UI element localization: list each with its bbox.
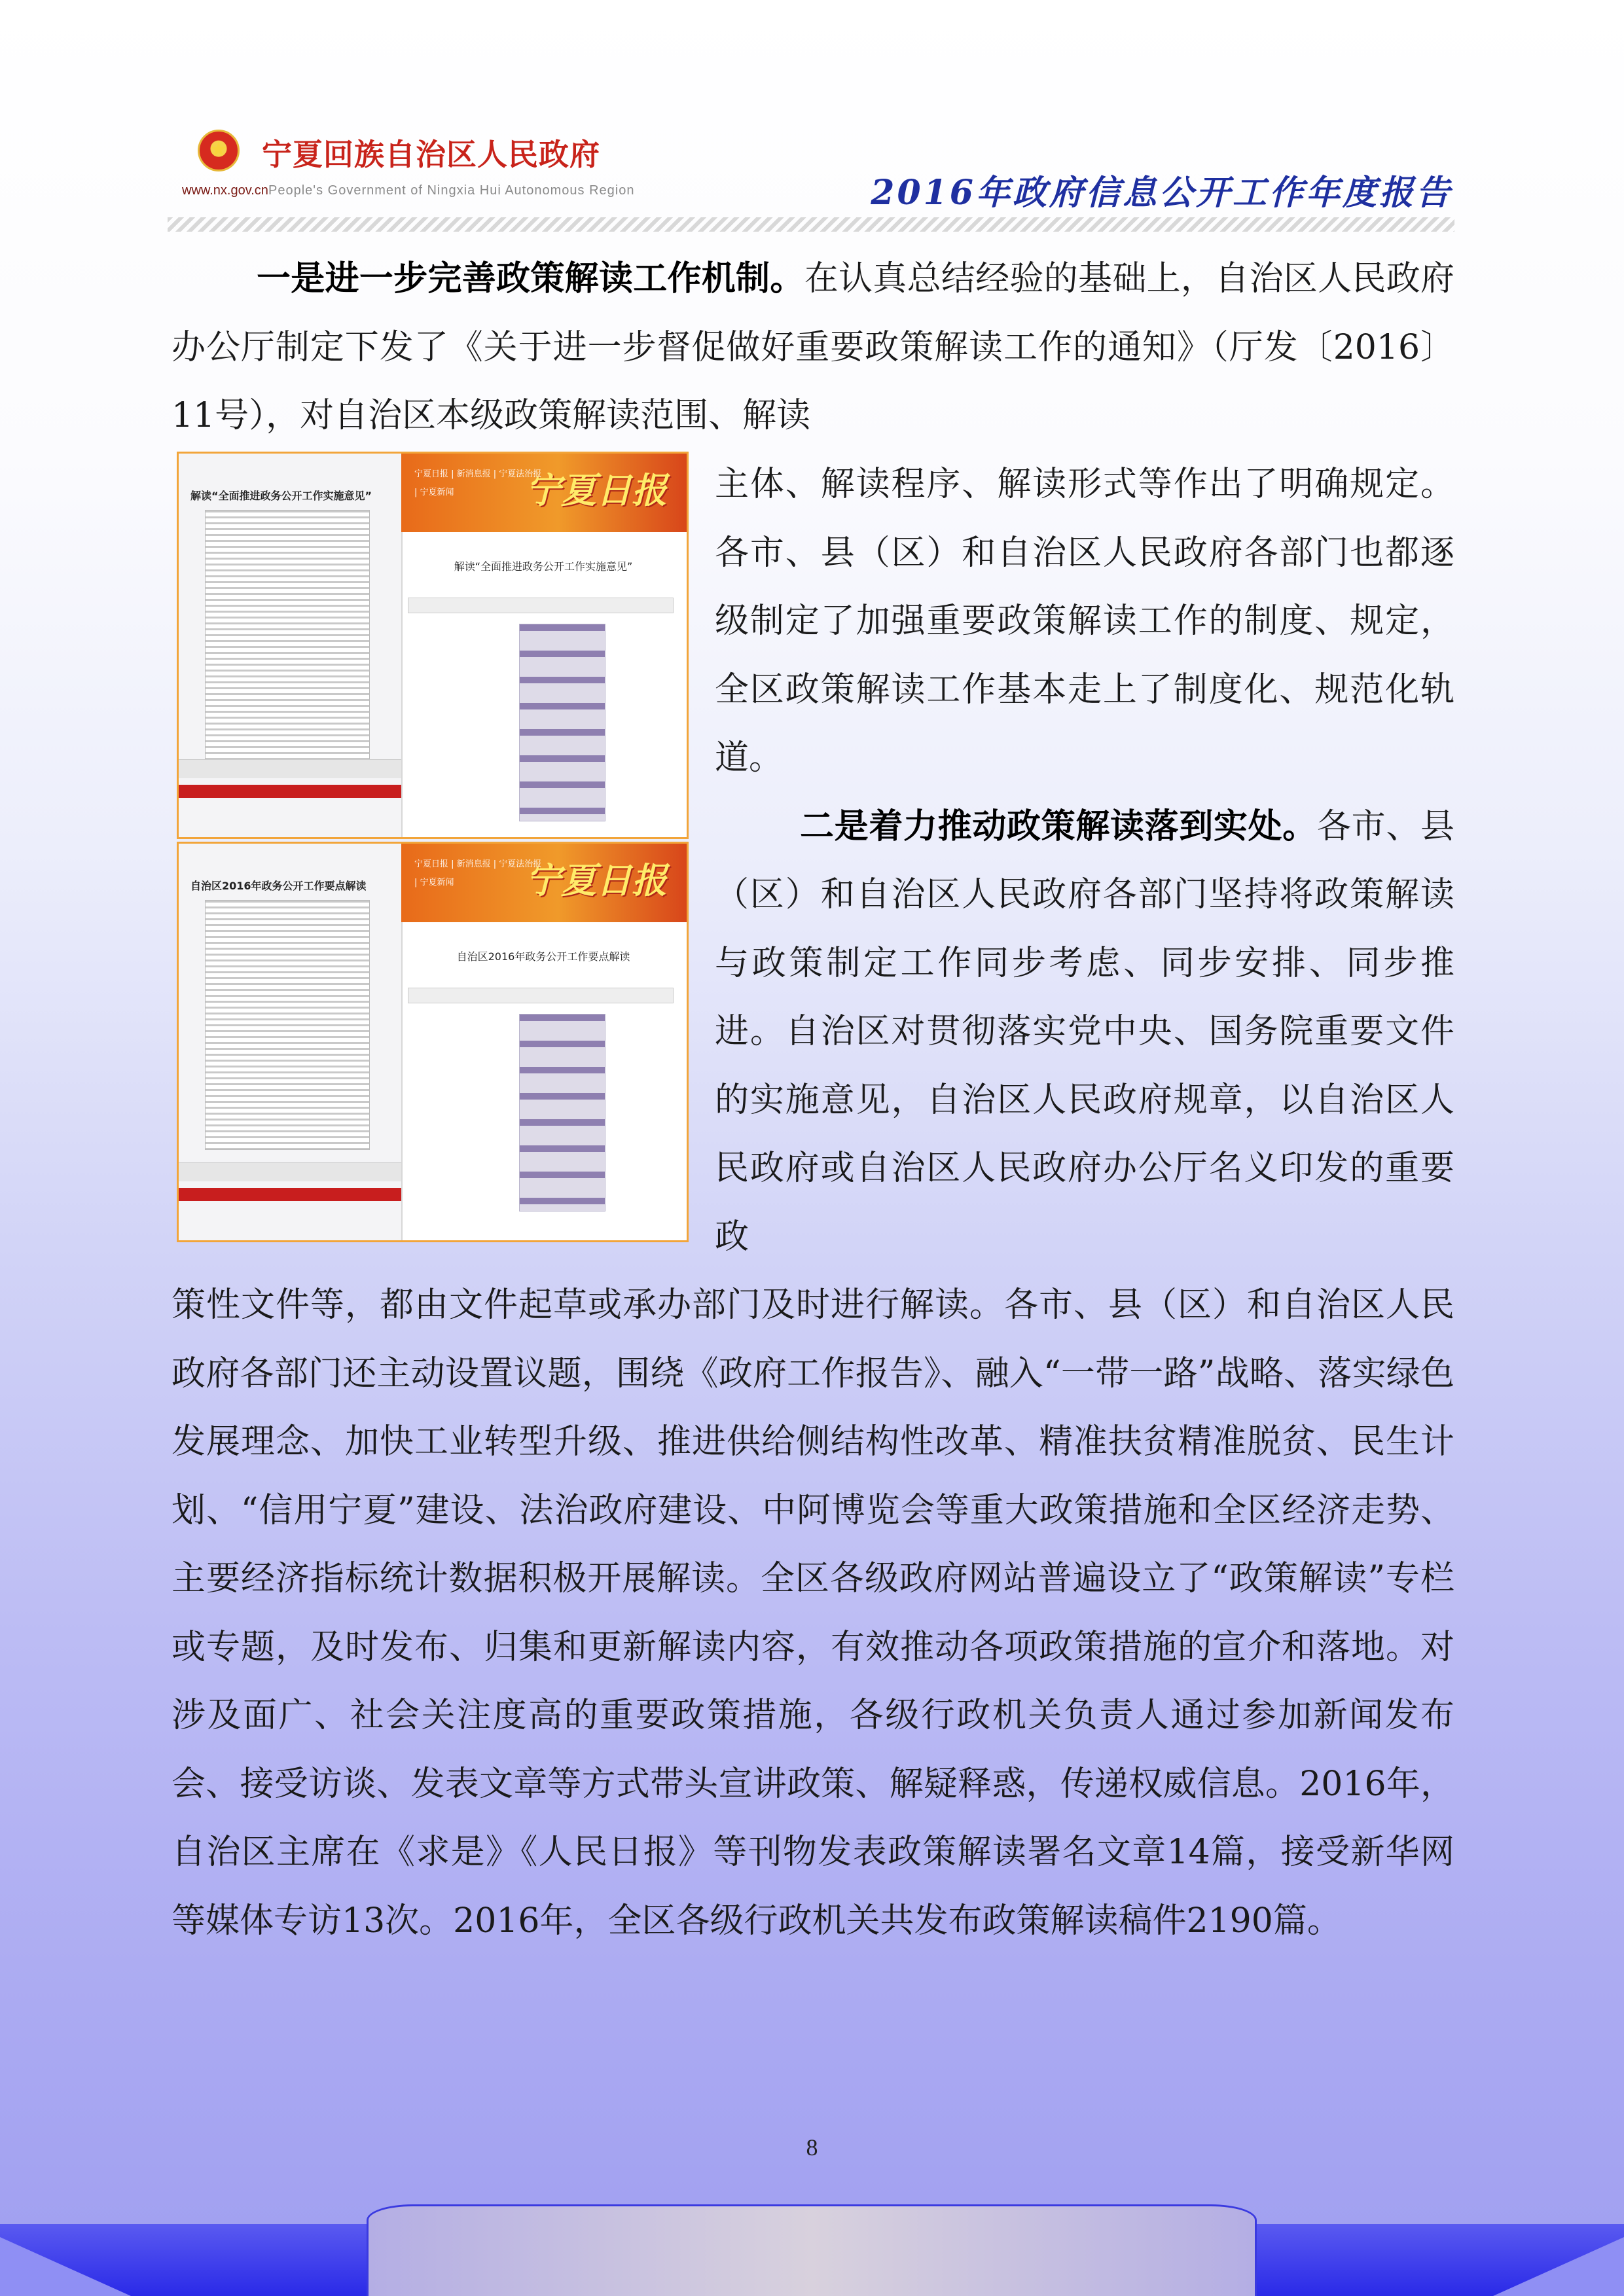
national-emblem-icon [198,130,240,171]
infographic-image [519,1014,605,1211]
site-nav: 宁夏日报 | 新消息报 | 宁夏法治报 | 宁夏新闻 [414,469,542,497]
page-nav-bar [179,759,401,778]
paragraph-1-lead: 一是进一步完善政策解读工作机制。 [257,259,804,298]
footer-decoration-left [0,2224,373,2296]
infographic-image [519,624,605,821]
masthead: 宁夏日报 [526,469,667,511]
paragraph-2-lead: 二是着力推动政策解读落到实处。 [800,806,1317,846]
article-toolbar [408,988,674,1003]
paragraph-1-text-a: 在认真总结经验的基础上，自治区人民政府办公厅制定下发了《关于进一步督促做好重要政策解读工作的通知》（厅发〔2016〕11号），对自治区本级政策解读范围、解读 [171,259,1454,435]
paragraph-2-text-a: 各市、县（区）和自治区人民政府各部门坚持将政策解读与政策制定工作同步考虑、同步安排、同步推进。自治区对贯彻落实党中央、国务院重要文件的实施意见，自治区人民政府规章，以自治区人民政府或自治区人民政府办公厅名义印发的重要政 [715,806,1454,1257]
newspaper-columns-image [205,900,370,1150]
report-title: 2016年政府信息公开工作年度报告 [871,173,1453,213]
page-nav-bar [179,1162,401,1181]
footer-decoration-tab [367,2204,1257,2296]
logo-chinese-name: 宁夏回族自治区人民政府 [262,137,600,172]
red-bar [179,1188,401,1201]
newspaper-page-preview [179,454,403,837]
site-nav: 宁夏日报 | 新消息报 | 宁夏法治报 | 宁夏新闻 [414,859,542,888]
paragraph-1-intro [171,245,1454,450]
header-divider [168,217,1454,232]
paragraph-1-continued [715,450,1454,1271]
newspaper-headline: 自治区2016年政务公开工作要点解读 [190,880,367,892]
government-logo[interactable] [171,115,635,207]
newspaper-headline: 解读“全面推进政务公开工作实施意见” [190,490,372,502]
page-number: 8 [806,2134,818,2161]
paragraph-1-text-b: 主体、解读程序、解读形式等作出了明确规定。各市、县（区）和自治区人民政府各部门也都逐级制定了加强重要政策解读工作的制度、规定，全区政策解读工作基本走上了制度化、规范化轨道。 [715,465,1454,778]
masthead: 宁夏日报 [526,859,667,901]
newspaper-columns-image [205,510,370,760]
footer-decoration-right [1251,2224,1624,2296]
article-toolbar [408,598,674,613]
logo-english-name: People's Government of Ningxia Hui Autonomous Region [268,183,635,198]
red-bar [179,785,401,798]
article-title: 自治区2016年政务公开工作要点解读 [456,950,630,963]
logo-url: www.nx.gov.cn [182,183,268,198]
newspaper-screenshot-1 [177,452,689,839]
newspaper-screenshot-2 [177,842,689,1242]
paragraph-2-text-b: 策性文件等，都由文件起草或承办部门及时进行解读。各市、县（区）和自治区人民政府各部门还主动设置议题，围绕《政府工作报告》、融入“一带一路”战略、落实绿色发展理念、加快工业转型升级、推进供给侧结构性改革、精准扶贫精准脱贫、民生计划、“信用宁夏”建设、法治政府建设、中阿博览会等重大政策措施和全区经济走势、主要经济指标统计数据积极开展解读。全区各级政府网站普遍设立了“政策解读”专栏或专题，及时发布、归集和更新解读内容，有效推动各项政策措施的宣介和落地。对涉及面广、社会关注度高的重要政策措施，各级行政机关负责人通过参加新闻发布会、接受访谈、发表文章等方式带头宣讲政策、解疑释惑，传递权威信息。2016年，自治区主席在《求是》《人民日报》等刊物发表政策解读署名文章14篇，接受新华网等媒体专访13次。2016年，全区各级行政机关共发布政策解读稿件2190篇。 [171,1285,1454,1941]
article-title: 解读“全面推进政务公开工作实施意见” [454,560,633,573]
paragraph-2-continued [171,1271,1454,1955]
newspaper-page-preview [179,844,403,1240]
